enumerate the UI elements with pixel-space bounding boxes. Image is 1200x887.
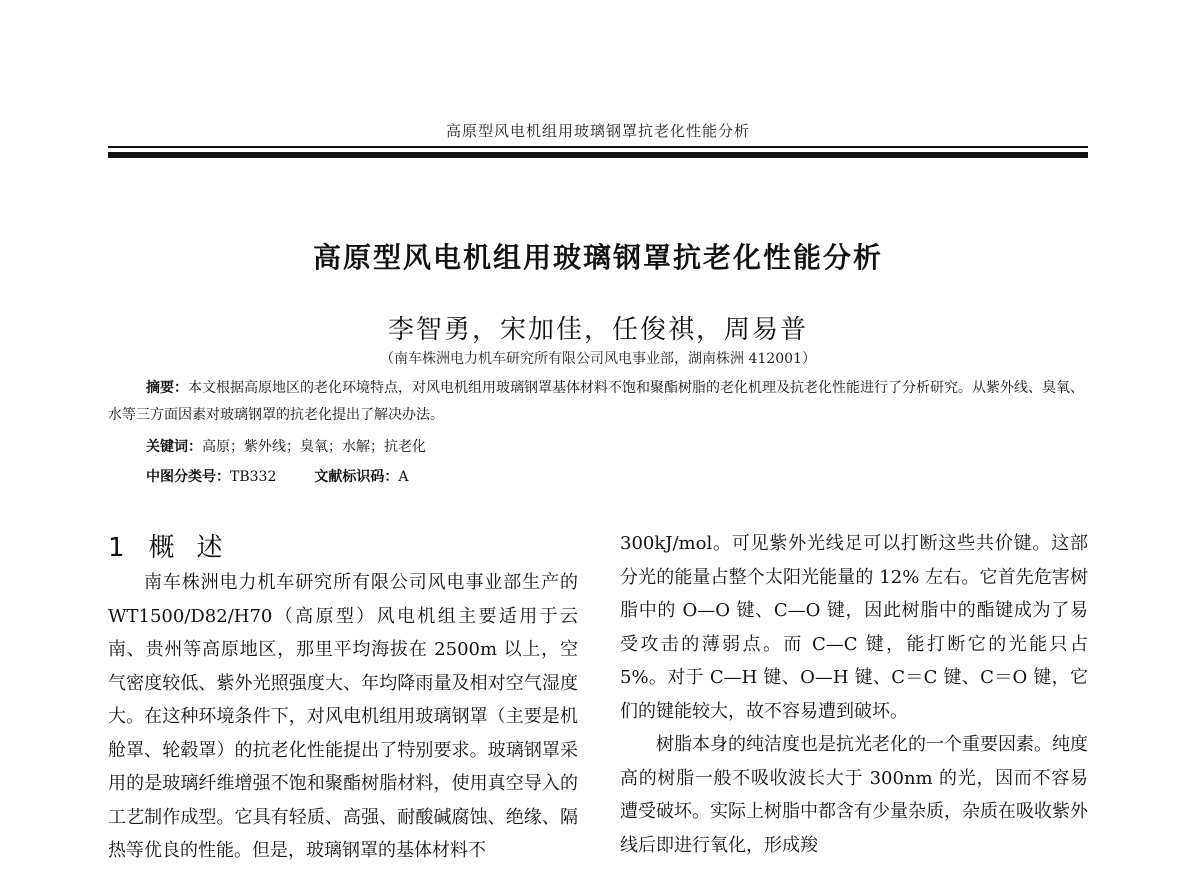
right-column	[620, 527, 1088, 862]
header-rule-thick	[108, 152, 1088, 158]
body-paragraph: 南车株洲电力机车研究所有限公司风电事业部生产的 WT1500/D82/H70（高原型）风电机组主要适用于云南、贵州等高原地区，那里平均海拔在 2500m 以上，空气密度较低、紫外光照强度大、年均降雨量及相对空气湿度大。在这种环境条件下，对风电机组用玻璃钢罩（主要是机舱罩、轮毂罩）的抗老化性能提出了特别要求。玻璃钢罩采用的是玻璃纤维增强不饱和聚酯树脂材料，使用真空导入的工艺制作成型。它具有轻质、高强、耐酸碱腐蚀、绝缘、隔热等优良的性能。但是，玻璃钢罩的基体材料不	[108, 572, 578, 861]
affiliation: （南车株洲电力机车研究所有限公司风电事业部，湖南株洲 412001）	[380, 351, 816, 367]
body-paragraph: 树脂本身的纯洁度也是抗光老化的一个重要因素。纯度高的树脂一般不吸收波长大于 300nm 的光，因而不容易遭受破坏。实际上树脂中都含有少量杂质，杂质在吸收紫外线后即进行氧化，形成羧	[620, 734, 1088, 856]
authors: 李智勇，宋加佳，任俊祺，周易普	[387, 315, 808, 345]
keywords-text: 高原；紫外线；臭氧；水解；抗老化	[202, 439, 426, 455]
keywords	[146, 436, 1046, 456]
paper-title: 高原型风电机组用玻璃钢罩抗老化性能分析	[312, 241, 883, 274]
running-header: 高原型风电机组用玻璃钢罩抗老化性能分析	[445, 122, 750, 140]
abstract-text: 本文根据高原地区的老化环境特点，对风电机组用玻璃钢罩基体材料不饱和聚酯树脂的老化机理及抗老化性能进行了分析研究。从紫外线、臭氧、水等三方面因素对玻璃钢罩的抗老化提出了解决办法。	[108, 380, 1084, 423]
left-column	[108, 566, 578, 868]
clc-label: 中图分类号：	[146, 469, 230, 485]
section-number: 1	[108, 533, 125, 563]
section-heading	[108, 527, 245, 564]
doc-code-label: 文献标识码：	[314, 469, 399, 485]
clc-value: TB332	[230, 469, 277, 485]
header-rule-thin	[108, 146, 1088, 148]
doc-code-value: A	[398, 469, 409, 485]
section-title: 概述	[148, 533, 245, 563]
abstract	[108, 375, 1088, 429]
abstract-label: 摘要：	[146, 380, 188, 396]
classification	[146, 466, 1046, 486]
body-paragraph: 300kJ/mol。可见紫外光线足可以打断这些共价键。这部分光的能量占整个太阳光能量的 12% 左右。它首先危害树脂中的 O—O 键、C—O 键，因此树脂中的酯键成为了易受攻击的薄弱点。而 C—C 键，能打断它的光能只占 5%。对于 C—H 键、O—H 键、C＝C 键、C＝O 键，它们的键能较大，故不容易遭到破坏。	[620, 533, 1088, 722]
keywords-label: 关键词：	[146, 439, 202, 455]
